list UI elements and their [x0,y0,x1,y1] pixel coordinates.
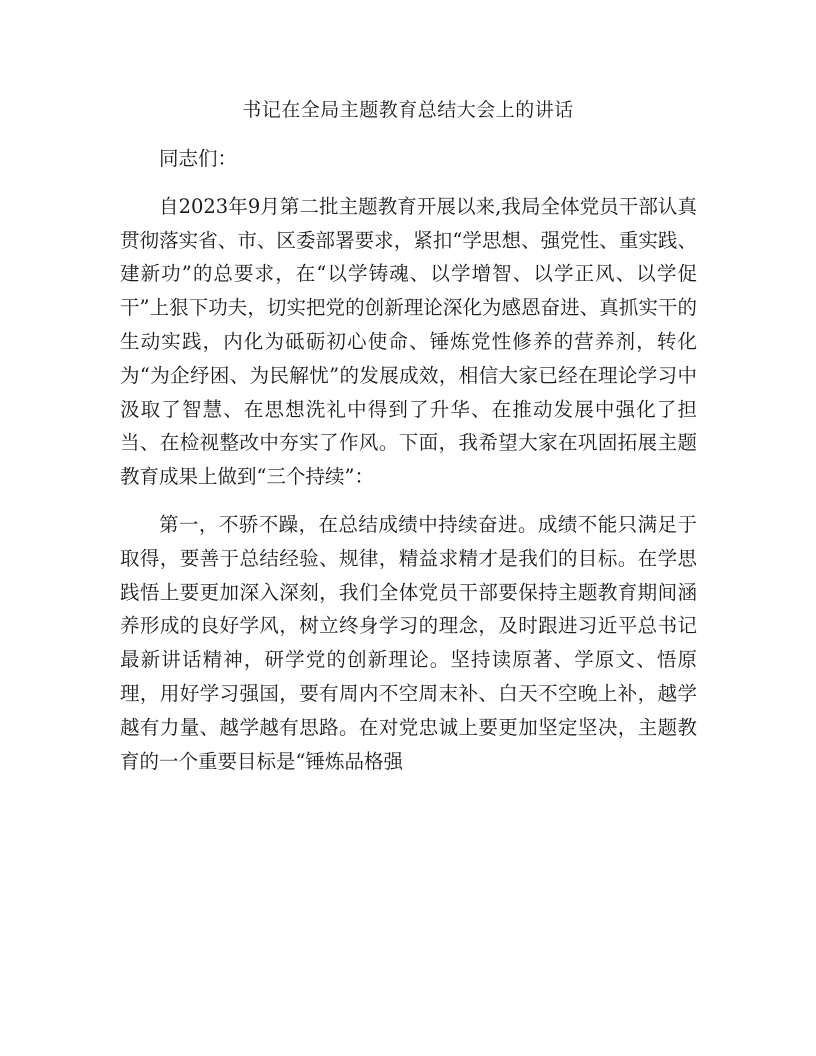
greeting: 同志们： [159,147,238,170]
paragraph-intro: 自2023年9月第二批主题教育开展以来,我局全体党员干部认真贯彻落实省、市、区委部署要求，紧扣“学思想、强党性、重实践、建新功”的总要求，在“以学铸魂、以学增智、以学正风、以学促干”上狠下功夫，切实把党的创新理论深化为感恩奋进、真抓实干的生动实践，内化为砥砺初心使命、锤炼党性修养的营养剂，转化为“为企纾困、为民解忧”的发展成效，相信大家已经在理论学习中汲取了智慧、在思想洗礼中得到了升华、在推动发展中强化了担当、在检视整改中夯实了作风。下面，我希望大家在巩固拓展主题教育成果上做到“三个持续”： [120,194,697,489]
paragraph-first-point: 第一，不骄不躁，在总结成绩中持续奋进。成绩不能只满足于取得，要善于总结经验、规律，精益求精才是我们的目标。在学思践悟上要更加深入深刻，我们全体党员干部要保持主题教育期间涵养形成的良好学风，树立终身学习的理念，及时跟进习近平总书记最新讲话精神，研学党的创新理论。坚持读原著、学原文、悟原理，用好学习强国，要有周内不空周末补、白天不空晚上补，越学越有力量、越学越有思路。在对党忠诚上要更加坚定坚决，主题教育的一个重要目标是“锤炼品格强 [120,512,697,773]
document-title: 书记在全局主题教育总结大会上的讲话 [242,99,574,121]
document-body [120,142,697,778]
